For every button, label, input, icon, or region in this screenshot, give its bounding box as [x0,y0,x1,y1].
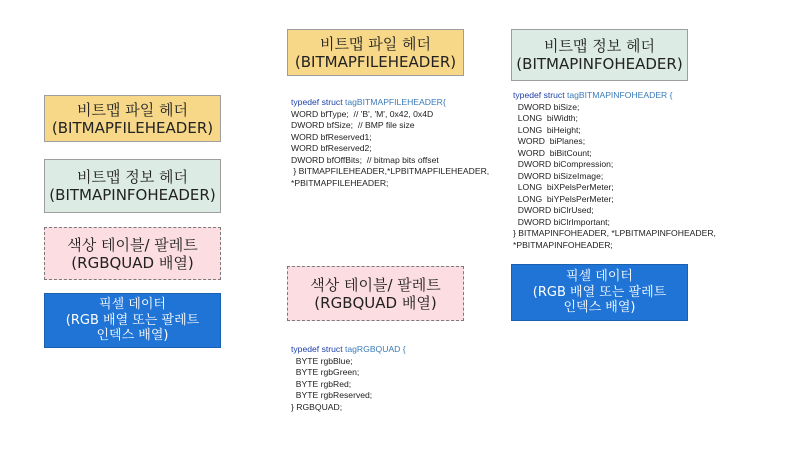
file-header-detail-title: 비트맵 파일 헤더 [320,34,431,53]
info-header-detail-subtitle: (BITMAPINFOHEADER) [516,55,683,73]
info-header-code-line: LONG biYPelsPerMeter; [513,193,614,204]
left-palette-box [44,227,221,280]
info-header-code-line: *PBITMAPINFOHEADER; [513,239,613,250]
info-header-detail-title: 비트맵 정보 헤더 [544,37,655,55]
file-header-code-name: tagBITMAPFILEHEADER{ [344,97,446,107]
info-header-detail-box [511,29,688,81]
palette-detail-title: 색상 테이블/ 팔레트 [310,275,441,294]
pixel-detail-line3: 인덱스 배열) [563,300,636,316]
palette-code-line: } RGBQUAD; [291,401,343,412]
left-file-header-subtitle: (BITMAPFILEHEADER) [51,118,214,137]
file-header-code [291,97,489,189]
file-header-code-line: DWORD bfSize; // BMP file size [291,120,415,130]
left-pixel-data-box [44,293,221,348]
left-palette-title: 색상 테이블/ 팔레트 [67,235,198,254]
palette-code-line: BYTE rgbBlue; [291,355,353,366]
left-info-header-subtitle: (BITMAPINFOHEADER) [49,186,216,204]
palette-detail-subtitle: (RGBQUAD 배열) [314,293,437,312]
info-header-code-line: DWORD biClrUsed; [513,205,594,215]
file-header-code-line: WORD bfType; // 'B', 'M', 0x42, 0x4D [291,108,434,119]
left-file-header-title: 비트맵 파일 헤더 [77,100,188,119]
palette-code-line: BYTE rgbRed; [291,378,352,389]
pixel-detail-box [511,264,688,321]
file-header-code-keyword: typedef struct [291,97,343,107]
file-header-code-line: WORD bfReserved2; [291,143,372,153]
info-header-code-line: DWORD biSize; [513,101,580,112]
info-header-code-line: WORD biBitCount; [513,147,592,158]
palette-code-line: BYTE rgbReserved; [291,390,373,400]
pixel-detail-line2: (RGB 배열 또는 팔레트 [532,284,667,300]
info-header-code-line: DWORD biClrImportant; [513,216,610,227]
file-header-code-line: *PBITMAPFILEHEADER; [291,177,389,188]
palette-code-name: tagRGBQUAD { [344,344,406,354]
left-pixel-data-line1: 픽셀 데이터 [99,297,166,313]
left-palette-subtitle: (RGBQUAD 배열) [71,253,194,272]
info-header-code [513,90,716,251]
file-header-detail-box [287,29,464,76]
info-header-code-line: LONG biHeight; [513,124,581,135]
info-header-code-line: DWORD biCompression; [513,159,614,169]
file-header-code-line: WORD bfReserved1; [291,131,372,142]
left-pixel-data-line3: 인덱스 배열) [96,328,169,344]
info-header-code-line: WORD biPlanes; [513,136,586,146]
palette-code-keyword: typedef struct [291,344,343,354]
info-header-code-line: } BITMAPINFOHEADER, *LPBITMAPINFOHEADER, [513,228,716,238]
file-header-code-line: DWORD bfOffBits; // bitmap bits offset [291,154,439,165]
info-header-code-keyword: typedef struct [513,90,565,100]
info-header-code-line: LONG biXPelsPerMeter; [513,182,614,192]
palette-code [291,344,406,413]
info-header-code-line: LONG biWidth; [513,113,578,123]
info-header-code-line: DWORD biSizeImage; [513,170,604,181]
left-file-header-box [44,95,221,142]
left-info-header-title: 비트맵 정보 헤더 [77,168,188,186]
file-header-detail-subtitle: (BITMAPFILEHEADER) [294,52,457,71]
file-header-code-line: } BITMAPFILEHEADER,*LPBITMAPFILEHEADER, [291,166,490,176]
left-pixel-data-line2: (RGB 배열 또는 팔레트 [65,312,200,328]
pixel-detail-line1: 픽셀 데이터 [566,269,633,285]
palette-detail-box [287,266,464,321]
info-header-code-name: tagBITMAPINFOHEADER { [566,90,673,100]
palette-code-line: BYTE rgbGreen; [291,367,360,377]
left-info-header-box [44,159,221,213]
